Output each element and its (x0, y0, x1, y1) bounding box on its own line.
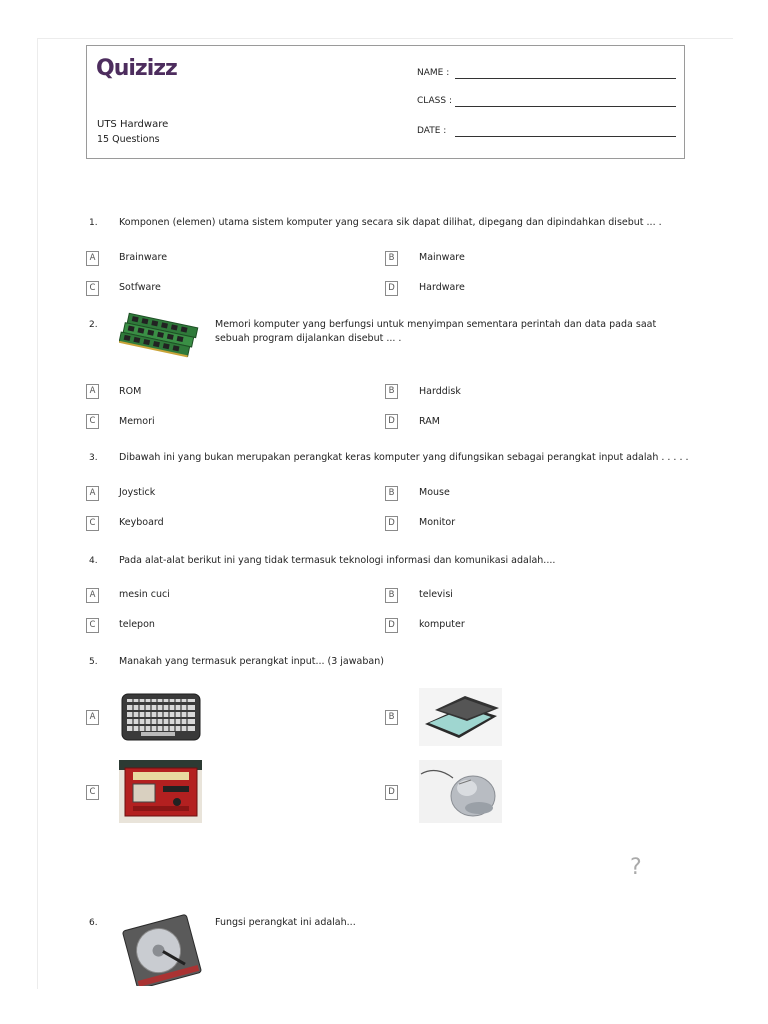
option-box: B (385, 251, 398, 266)
option-text: Sotfware (119, 282, 161, 293)
question-number: 1. (89, 218, 98, 228)
option-box: D (385, 414, 398, 429)
stabilizer-image (119, 760, 202, 823)
scanner-image (419, 688, 502, 746)
question-text: Fungsi perangkat ini adalah... (215, 917, 356, 928)
option-text: Joystick (119, 487, 156, 498)
question-text: Dibawah ini yang bukan merupakan perangkat keras komputer yang difungsikan sebagai perangkat input adalah . . . . . (119, 452, 689, 463)
question-number: 4. (89, 556, 98, 566)
question-number: 5. (89, 657, 98, 667)
ram-module-image (119, 312, 199, 362)
worksheet-header (86, 45, 685, 159)
option-text: Memori (119, 416, 155, 427)
worksheet-page (37, 38, 733, 989)
option-box: B (385, 384, 398, 399)
question-number: 6. (89, 918, 98, 928)
question-text-line2: sebuah program dijalankan disebut ... . (215, 333, 402, 344)
option-box: A (86, 588, 99, 603)
option-text: Hardware (419, 282, 465, 293)
option-text: komputer (419, 619, 465, 630)
question-text: Manakah yang termasuk perangkat input... (3 jawaban) (119, 656, 384, 667)
option-text: Brainware (119, 252, 168, 263)
class-label: CLASS : (417, 96, 452, 106)
question-number: 2. (89, 320, 98, 330)
option-box: C (86, 516, 99, 531)
option-text: RAM (419, 416, 440, 427)
option-text: telepon (119, 619, 155, 630)
harddisk-image (119, 912, 202, 986)
keyboard-image (119, 688, 202, 746)
option-box: D (385, 281, 398, 296)
name-label: NAME : (417, 68, 450, 78)
option-text: Harddisk (419, 386, 461, 397)
quizizz-logo: Quizizz (96, 56, 177, 81)
option-box: A (86, 486, 99, 501)
option-text: mesin cuci (119, 589, 170, 600)
quiz-title: UTS Hardware (97, 119, 169, 130)
mouse-image (419, 760, 502, 823)
option-text: televisi (419, 589, 453, 600)
option-box: B (385, 486, 398, 501)
option-box: B (385, 588, 398, 603)
option-box: A (86, 710, 99, 725)
name-line (455, 78, 676, 79)
question-count: 15 Questions (97, 134, 160, 145)
option-box: C (86, 785, 99, 800)
option-box: D (385, 618, 398, 633)
option-text: Mouse (419, 487, 450, 498)
option-box: C (86, 414, 99, 429)
option-box: A (86, 384, 99, 399)
option-box: B (385, 710, 398, 725)
class-field (417, 96, 452, 106)
option-box: A (86, 251, 99, 266)
question-text-line1: Memori komputer yang berfungsi untuk menyimpan sementara perintah dan data pada saat (215, 319, 657, 330)
name-field (417, 68, 449, 78)
option-box: C (86, 281, 99, 296)
option-text: ROM (119, 386, 142, 397)
option-text: Keyboard (119, 517, 164, 528)
question-text: Pada alat-alat berikut ini yang tidak termasuk teknologi informasi dan komunikasi adalah.... (119, 555, 556, 566)
question-number: 3. (89, 453, 98, 463)
date-line (455, 136, 676, 137)
option-text: Mainware (419, 252, 465, 263)
option-box: D (385, 785, 398, 800)
date-field (417, 126, 446, 136)
question-text: Komponen (elemen) utama sistem komputer yang secara sik dapat dilihat, dipegang dan dipindahkan disebut ... . (119, 217, 662, 228)
option-box: D (385, 516, 398, 531)
option-text: Monitor (419, 517, 456, 528)
help-question-mark[interactable]: ? (630, 855, 642, 880)
date-label: DATE : (417, 126, 447, 136)
option-box: C (86, 618, 99, 633)
class-line (455, 106, 676, 107)
